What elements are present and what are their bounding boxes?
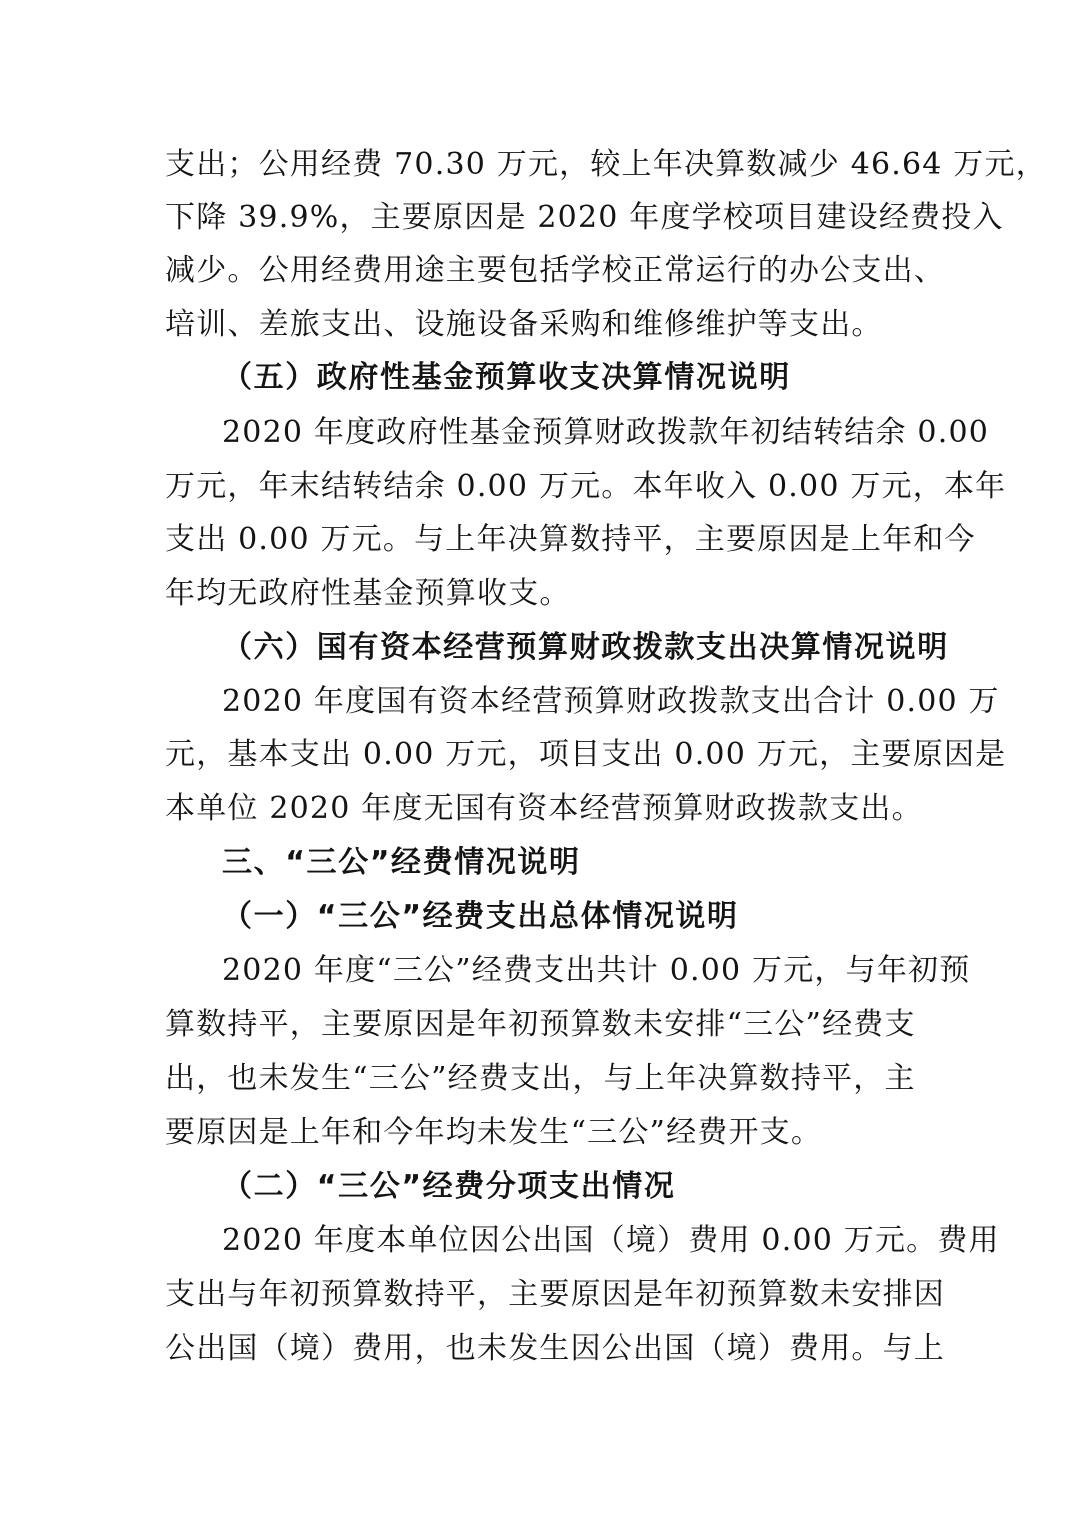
- paragraph-line: 年均无政府性基金预算收支。: [165, 576, 571, 611]
- section-heading-six: （六）国有资本经营预算财政拨款支出决算情况说明: [222, 630, 949, 665]
- paragraph-line: 下降 39.9%，主要原因是 2020 年度学校项目建设经费投入: [165, 200, 1004, 235]
- paragraph-line: 万元，年末结转结余 0.00 万元。本年收入 0.00 万元，本年: [165, 469, 1007, 504]
- paragraph-line: 2020 年度“三公”经费支出共计 0.00 万元，与年初预: [222, 953, 971, 988]
- paragraph-line: 出，也未发生“三公”经费支出，与上年决算数持平，主: [165, 1061, 916, 1096]
- paragraph-line: 要原因是上年和今年均未发生“三公”经费开支。: [165, 1115, 823, 1150]
- paragraph-line: 元，基本支出 0.00 万元，项目支出 0.00 万元，主要原因是: [165, 737, 1007, 772]
- paragraph-line: 支出与年初预算数持平，主要原因是年初预算数未安排因: [165, 1277, 945, 1312]
- paragraph-line: 算数持平，主要原因是年初预算数未安排“三公”经费支: [165, 1007, 916, 1042]
- paragraph-line: 2020 年度政府性基金预算财政拨款年初结转结余 0.00: [222, 415, 990, 450]
- paragraph-line: 减少。公用经费用途主要包括学校正常运行的办公支出、: [165, 253, 945, 288]
- paragraph-line: 培训、差旅支出、设施设备采购和维修维护等支出。: [165, 307, 883, 342]
- section-heading-one: （一）“三公”经费支出总体情况说明: [222, 899, 739, 934]
- paragraph-line: 2020 年度本单位因公出国（境）费用 0.00 万元。费用: [222, 1223, 1000, 1258]
- chapter-heading-three: 三、“三公”经费情况说明: [222, 845, 581, 880]
- paragraph-line: 支出；公用经费 70.30 万元，较上年决算数减少 46.64 万元，: [165, 147, 1047, 182]
- paragraph-line: 2020 年度国有资本经营预算财政拨款支出合计 0.00 万: [222, 684, 1000, 719]
- paragraph-line: 公出国（境）费用，也未发生因公出国（境）费用。与上: [165, 1331, 945, 1366]
- paragraph-line: 支出 0.00 万元。与上年决算数持平，主要原因是上年和今: [165, 522, 976, 557]
- section-heading-five: （五）政府性基金预算收支决算情况说明: [222, 360, 791, 395]
- paragraph-line: 本单位 2020 年度无国有资本经营预算财政拨款支出。: [165, 791, 923, 826]
- section-heading-two: （二）“三公”经费分项支出情况: [222, 1169, 676, 1204]
